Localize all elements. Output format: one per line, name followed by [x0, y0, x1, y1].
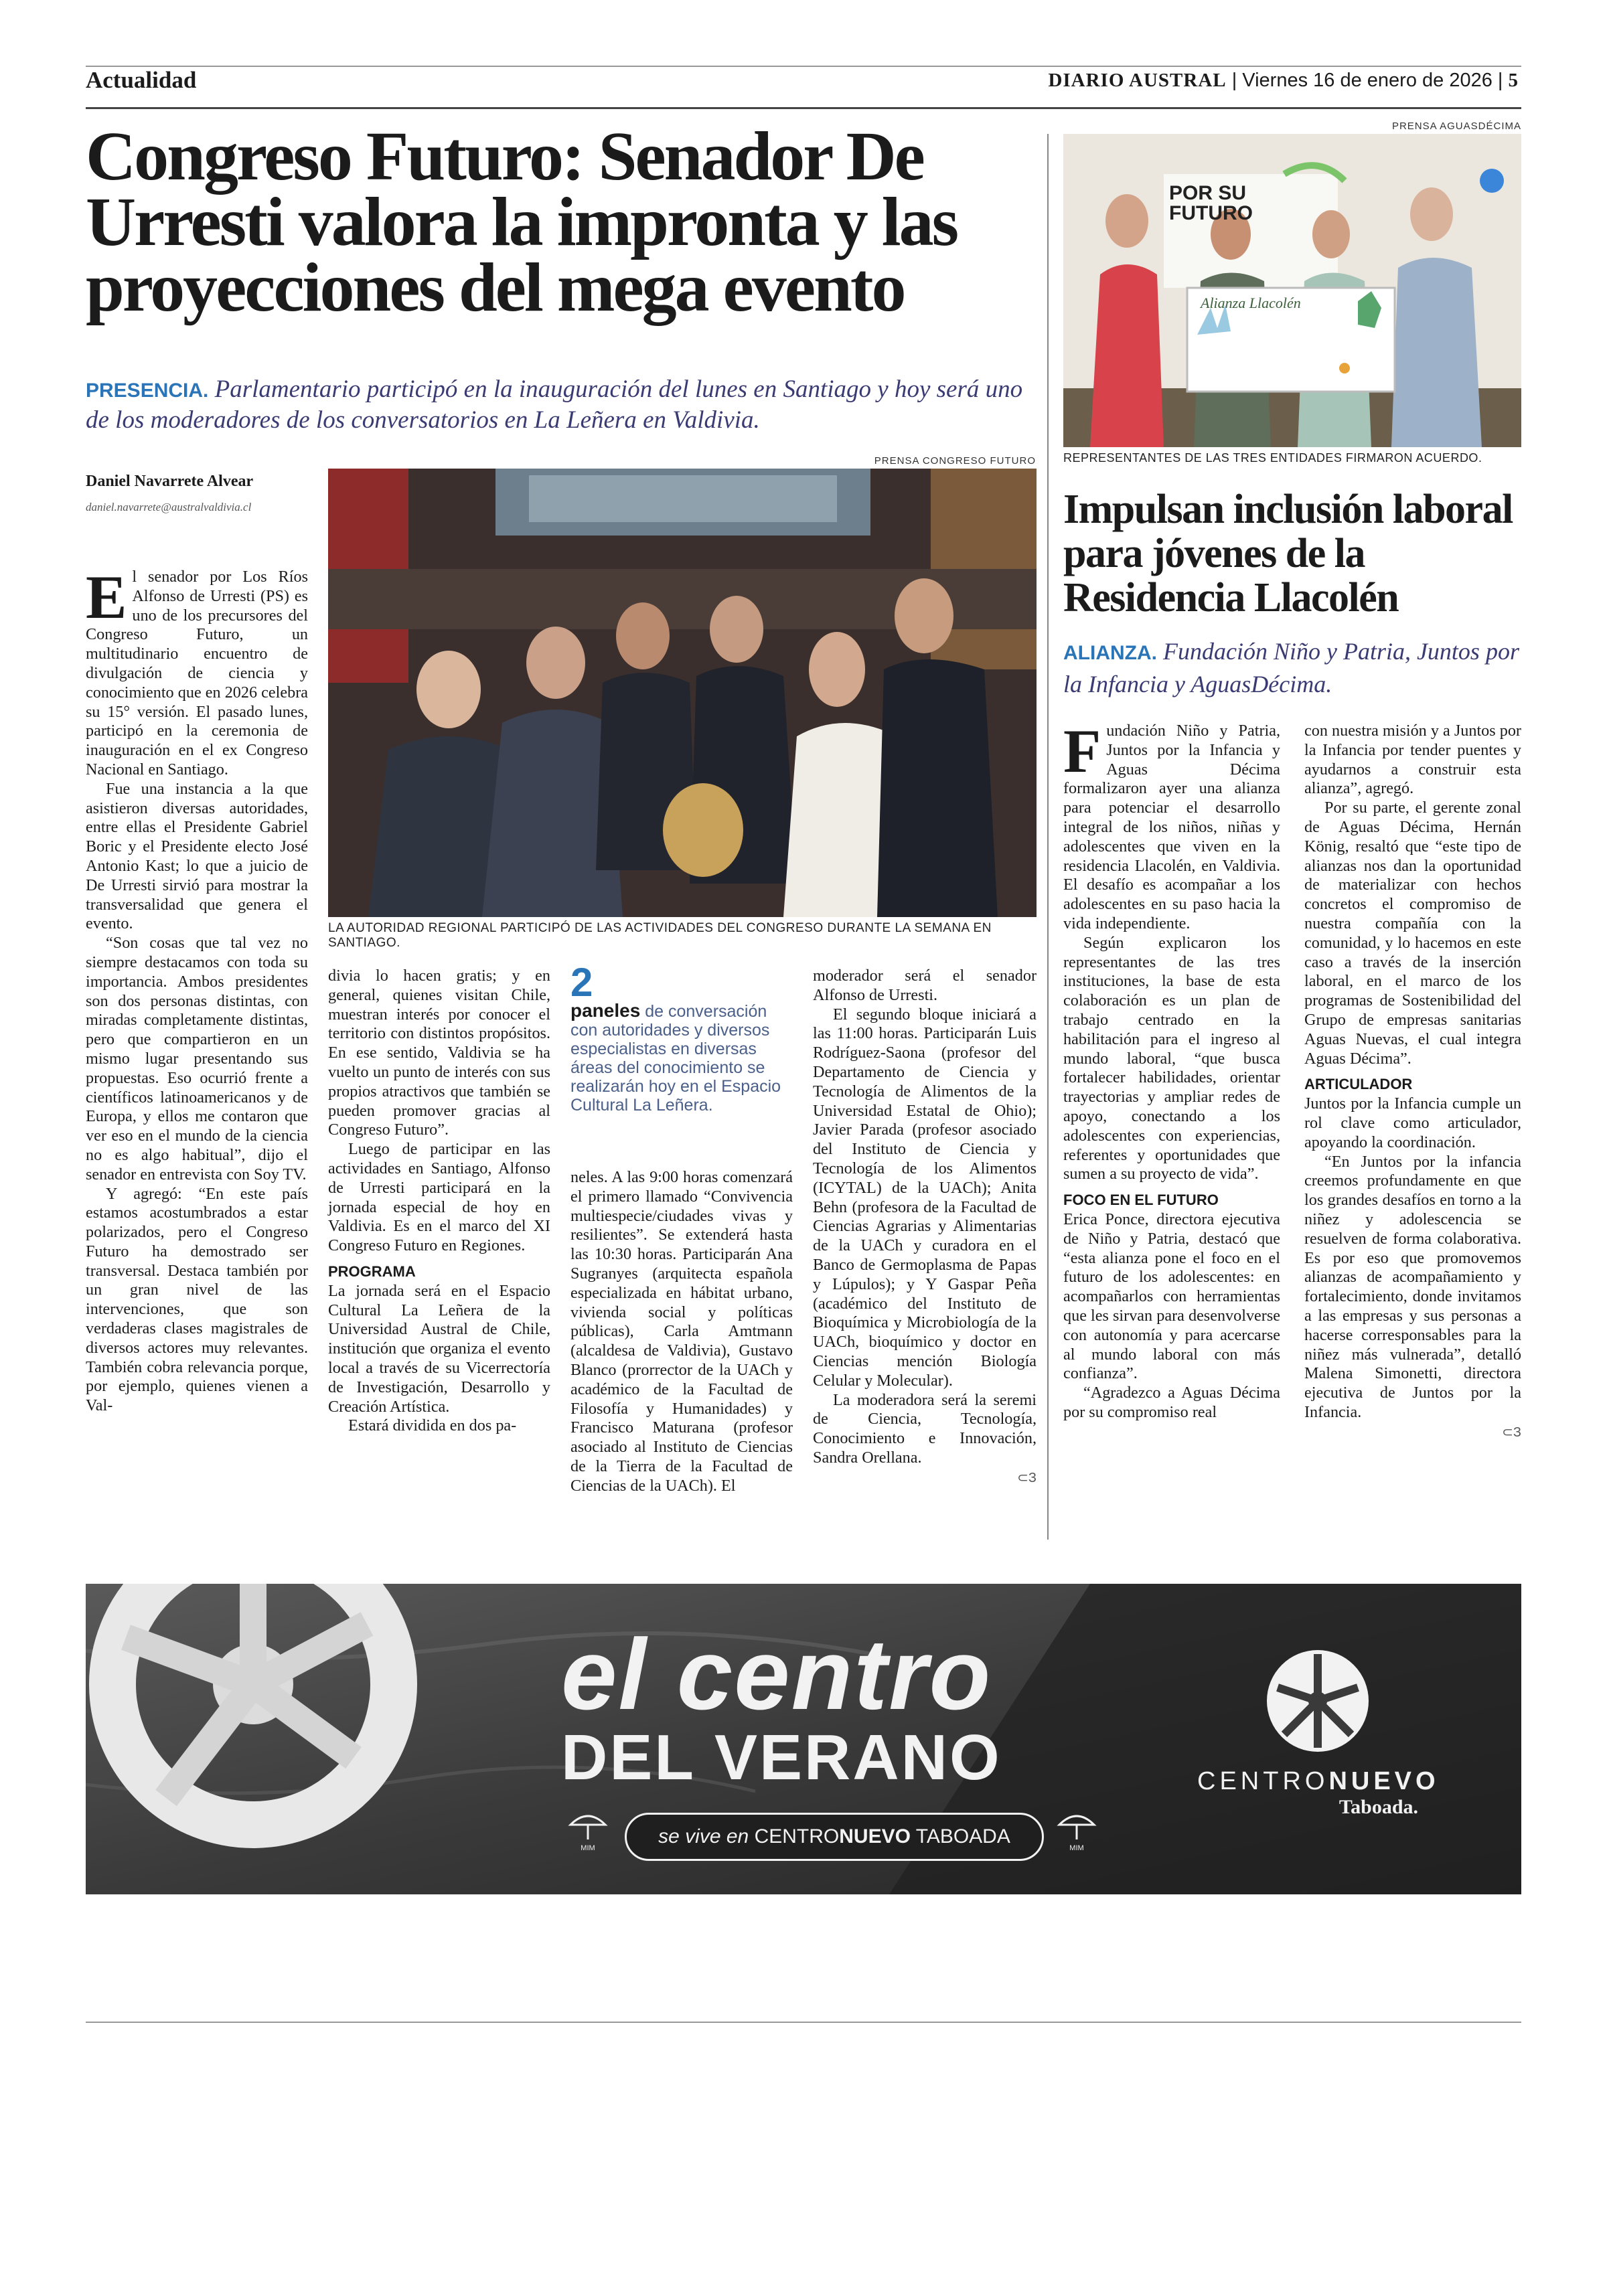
main-col4-p1: moderador será el senador Alfonso de Urresti. — [813, 967, 1037, 1004]
side-photo-board: Alianza Llacolén — [1201, 295, 1301, 311]
bottom-rule — [86, 2022, 1521, 2023]
main-photo-credit: PRENSA CONGRESO FUTURO — [874, 455, 1036, 467]
ad-cta-pre: se vive en — [658, 1825, 749, 1848]
issue-date: Viernes 16 de enero de 2026 — [1242, 70, 1493, 91]
side-col-2 — [1304, 722, 1521, 1442]
side-photo-sign: POR SU FUTURO — [1169, 182, 1253, 224]
palm-logo-icon — [1264, 1647, 1371, 1754]
main-photo — [328, 469, 1037, 917]
side-col2-p3: Juntos por la Infancia cumple un rol clave como articulador, apoyando la coordinación. — [1304, 1094, 1521, 1151]
ad-umbrella-right — [1057, 1811, 1097, 1852]
side-col1-p1: Fundación Niño y Patria, Juntos por la Infancia y Aguas Décima formalizaron ayer una alianza para potenciar el desarrollo integral de los niños, niñas y adolescentes que viven en la residencia Llacolén, en Valdivia. El desafío es acompañar a los adolescentes en su paso hacia la vida independiente. — [1063, 717, 1280, 932]
side-subhead-foco: FOCO EN EL FUTURO — [1063, 1192, 1219, 1209]
side-kicker-text: Fundación Niño y Patria, Juntos por la Infancia y AguasDécima. — [1063, 638, 1519, 698]
side-headline: Impulsan inclusión laboral para jóvenes de la Residencia Llacolén — [1063, 487, 1513, 621]
side-col1-p4: “Agradezco a Aguas Décima por su compromiso real — [1063, 1384, 1280, 1421]
umbrella-icon — [568, 1811, 608, 1841]
main-col4-p2: El segundo bloque iniciará a las 11:00 horas. Participarán Luis Rodríguez-Saona (profesor del Departamento de Ciencia y Tecnología de Alimentos de la Universidad Estatal de Ohio); Javier Parada (profesor asociado del Instituto de Ciencia y Tecnología de los Alimentos (ICYTAL) de la UACh); Anita Behn (profesora de la Facultad de Ciencias Agrarias y Alimentarias de la UACh y curadora en el Banco de Germoplasma de Papas y Lúpulos); y Y Gaspar Peña (académico del Instituto de Bioquímica y Microbiología de la UACh, bioquímico y doctor en Ciencias mención Biología Celular y Molecular). — [813, 1005, 1037, 1390]
top-rule — [86, 66, 1521, 67]
side-kicker — [1063, 636, 1521, 700]
pull-text: de conversación con autoridades y diversos especialistas en diversas áreas del conocimiento se realizarán hoy en el Espacio Cultural La Leñera. — [570, 1002, 781, 1115]
pull-bold: paneles — [570, 1000, 641, 1021]
umbrella-label-right: MIM — [1069, 1844, 1084, 1852]
main-end-mark: ⊂З — [1017, 1470, 1037, 1485]
side-col2-p1: con nuestra misión y a Juntos por la Infancia por tender puentes y ayudarnos a construir esta alianza”, agregó. — [1304, 722, 1521, 798]
umbrella-label-left: MIM — [581, 1844, 595, 1852]
main-col-1 — [86, 563, 308, 1416]
main-col2-p3: La jornada será en el Espacio Cultural La Leñera de la Universidad Austral de Chile, institución que organiza el evento local a través de su Vicerrectoría de Investigación, Desarrollo y Creación Artística. — [328, 1281, 550, 1416]
author-email: daniel.navarrete@australvaldivia.cl — [86, 501, 252, 513]
side-kicker-tag: ALIANZA. — [1063, 642, 1157, 664]
ad-cta-brand-b: NUEVO — [839, 1825, 911, 1848]
side-col1-p2: Según explicaron los representantes de las tres instituciones, la base de esta colaboración es un plan de trabajo centrado en la habilitación para el ingreso al mundo laboral, “que busca fortalecer habilidades, orientar trayectorias y ampliar redes de apoyo, conectando a los adolescentes con experiencias, referentes y oportunidades que sumen a su proyecto de vida”. — [1063, 933, 1280, 1183]
main-subhead-programa: PROGRAMA — [328, 1262, 416, 1280]
main-col1-p4: Y agregó: “En este país estamos acostumbrados a estar polarizados, pero el Congreso Futuro ha demostrado ser transversal. Destaca también por un gran nivel de las intervenciones, que son verdaderas clases magistrales de diversos actores muy relevantes. También cobra relevancia porque, por ejemplo, quienes vienen a Val- — [86, 1184, 308, 1415]
pull-quote — [570, 960, 793, 1115]
side-col2-p2: Por su parte, el gerente zonal de Aguas Décima, Hernán König, resaltó que “este tipo de alianzas nos dan la oportunidad de materializar con hechos concretos el compromiso de nuestra compañía con la comunidad, y lo hacemos en este caso a través de la inserción laboral, en el marco de los programas de Sostenibilidad del Grupo de empresas sanitarias Aguas Nuevas, el cual integra Aguas Décima”. — [1304, 799, 1521, 1068]
main-headline: Congreso Futuro: Senador De Urresti valora la impronta y las proyecciones del mega evento — [86, 118, 958, 326]
main-kicker — [86, 375, 1037, 435]
side-photo-caption: REPRESENTANTES DE LAS TRES ENTIDADES FIRMARON ACUERDO. — [1063, 451, 1482, 465]
ad-cta-brand-a: CENTRO — [754, 1825, 840, 1848]
main-photo-caption: LA AUTORIDAD REGIONAL PARTICIPÓ DE LAS ACTIVIDADES DEL CONGRESO DURANTE LA SEMANA EN SANTIAGO. — [328, 921, 992, 950]
main-col1-p2: Fue una instancia a la que asistieron diversas autoridades, entre ellas el Presidente Gabriel Boric y el Presidente electo José Antonio Kast; lo que a juicio de De Urresti sirvió para mostrar la transversalidad que genera el evento. — [86, 779, 308, 933]
side-photo — [1063, 134, 1521, 447]
side-col2-p4: “En Juntos por la infancia creemos profundamente en que los grandes desafíos en torno a la niñez y adolescencia se resuelven de forma colaborativa. Es por eso que promovemos alianzas de acompañamiento y fortalecimiento, donde invitamos a las empresas y sus personas a hacerse corresponsables para la niñez más vulnerada”, detalló Malena Simonetti, directora ejecutiva de Juntos por la Infancia. — [1304, 1152, 1521, 1421]
main-col3-p1: neles. A las 9:00 horas comenzará el primero llamado “Convivencia multiespecie/ciudades vivas y resilientes”. Se extenderá hasta las 10:30 horas. Participarán Ana Sugranyes (arquitecta española especializada en hábitat urbano, vivienda social y políticas públicas), Carla Amtmann (alcaldesa de Valdivia), Gustavo Blanco (prorrector de la UACh y académico de la Facultad de Filosofía y Humanidades) y Francisco Maturana (profesor asociado al Instituto de Ciencias de la Tierra de la Facultad de Ciencias de la UACh). El — [570, 1168, 793, 1495]
main-kicker-tag: PRESENCIA. — [86, 380, 209, 402]
main-kicker-text: Parlamentario participó en la inauguración del lunes en Santiago y hoy será uno de los moderadores de los conversatorios en La Leñera en Valdivia. — [86, 376, 1023, 434]
crowd-illustration — [328, 469, 1037, 917]
main-col2-p1: divia lo hacen gratis; y en general, quienes visitan Chile, muestran interés por conocer el territorio con distintos propósitos. En ese sentido, Valdivia se ha vuelto un punto de interés con sus propios atractivos que también se pueden promover gracias al Congreso Futuro”. — [328, 967, 550, 1139]
ad-cta-brand-c: TABOADA — [915, 1825, 1010, 1848]
advertisement-banner[interactable] — [86, 1584, 1521, 1894]
ad-umbrella-left — [568, 1811, 608, 1852]
header-rule — [86, 107, 1521, 109]
section-label: Actualidad — [86, 67, 197, 93]
main-col2-p4: Estará dividida en dos pa- — [348, 1416, 517, 1435]
column-divider — [1047, 134, 1049, 1540]
centronuevo-logo — [1197, 1647, 1438, 1819]
side-col1-p3: Erica Ponce, directora ejecutiva de Niño y Patria, destacó que “esta alianza pone el foco en el futuro de los adolescentes: en acompañarlos con herramientas que les sirvan para desenvolverse con autonomía y para acercarse al mundo laboral con más confianza”. — [1063, 1210, 1280, 1383]
main-col1-p3: “Son cosas que tal vez no siempre destacamos con toda su importancia. Ambos presidentes son dos personas distintas, con miradas completamente distintas, pero que compartieron en un mismo lugar presentando sus propuestas. Eso ocurrió frente a científicos latinoamericanos y de Europa, y ellos me contaron que ver eso en el mundo de la ciencia no es algo habitual”, dijo el senador en entrevista con Soy TV. — [86, 934, 308, 1183]
side-photo-credit: PRENSA AGUASDÉCIMA — [1391, 120, 1521, 132]
main-dropcap: E — [86, 563, 127, 631]
logo-sub: Taboada. — [1338, 1796, 1418, 1818]
main-col-3 — [570, 1168, 793, 1496]
paper-name: DIARIO AUSTRAL — [1048, 70, 1227, 91]
pull-number: 2 — [570, 960, 593, 1005]
umbrella-icon — [1057, 1811, 1097, 1841]
author-name: Daniel Navarrete Alvear — [86, 473, 254, 490]
signing-illustration — [1063, 134, 1521, 447]
side-end-mark: ⊂З — [1502, 1424, 1521, 1440]
logo-wordmark: CENTRONUEVO — [1197, 1767, 1440, 1795]
main-col2-p2: Luego de participar en las actividades en Santiago, Alfonso de Urresti participará en la jornada especial de hoy en Valdivia. Es en el marco del XI Congreso Futuro en Regiones. — [328, 1140, 550, 1255]
main-col1-p1: El senador por Los Ríos Alfonso de Urresti (PS) es uno de los precursores del Congreso Futuro, un multitudinario encuentro de divulgación de ciencia y conocimiento que en 2026 celebra su 15° versión. El pasado lunes, participó en la ceremonia de inauguración en el ex Congreso Nacional en Santiago. — [86, 563, 308, 778]
side-dropcap: F — [1063, 717, 1101, 785]
side-subhead-articulador: ARTICULADOR — [1304, 1076, 1413, 1093]
ad-cta-pill[interactable] — [625, 1813, 1044, 1861]
main-col-4 — [813, 967, 1037, 1488]
masthead: DIARIO AUSTRAL | Viernes 16 de enero de 2026 | 5 — [1048, 70, 1519, 91]
main-col-2 — [328, 967, 550, 1436]
page-number: 5 — [1508, 70, 1519, 91]
side-col-1 — [1063, 717, 1280, 1422]
ad-title-line2: DEL VERANO — [561, 1722, 1002, 1793]
main-col4-p3: La moderadora será la seremi de Ciencia, Tecnología, Conocimiento e Innovación, Sandra Orellana. — [813, 1390, 1037, 1467]
ad-title-line1: el centro — [561, 1618, 992, 1730]
